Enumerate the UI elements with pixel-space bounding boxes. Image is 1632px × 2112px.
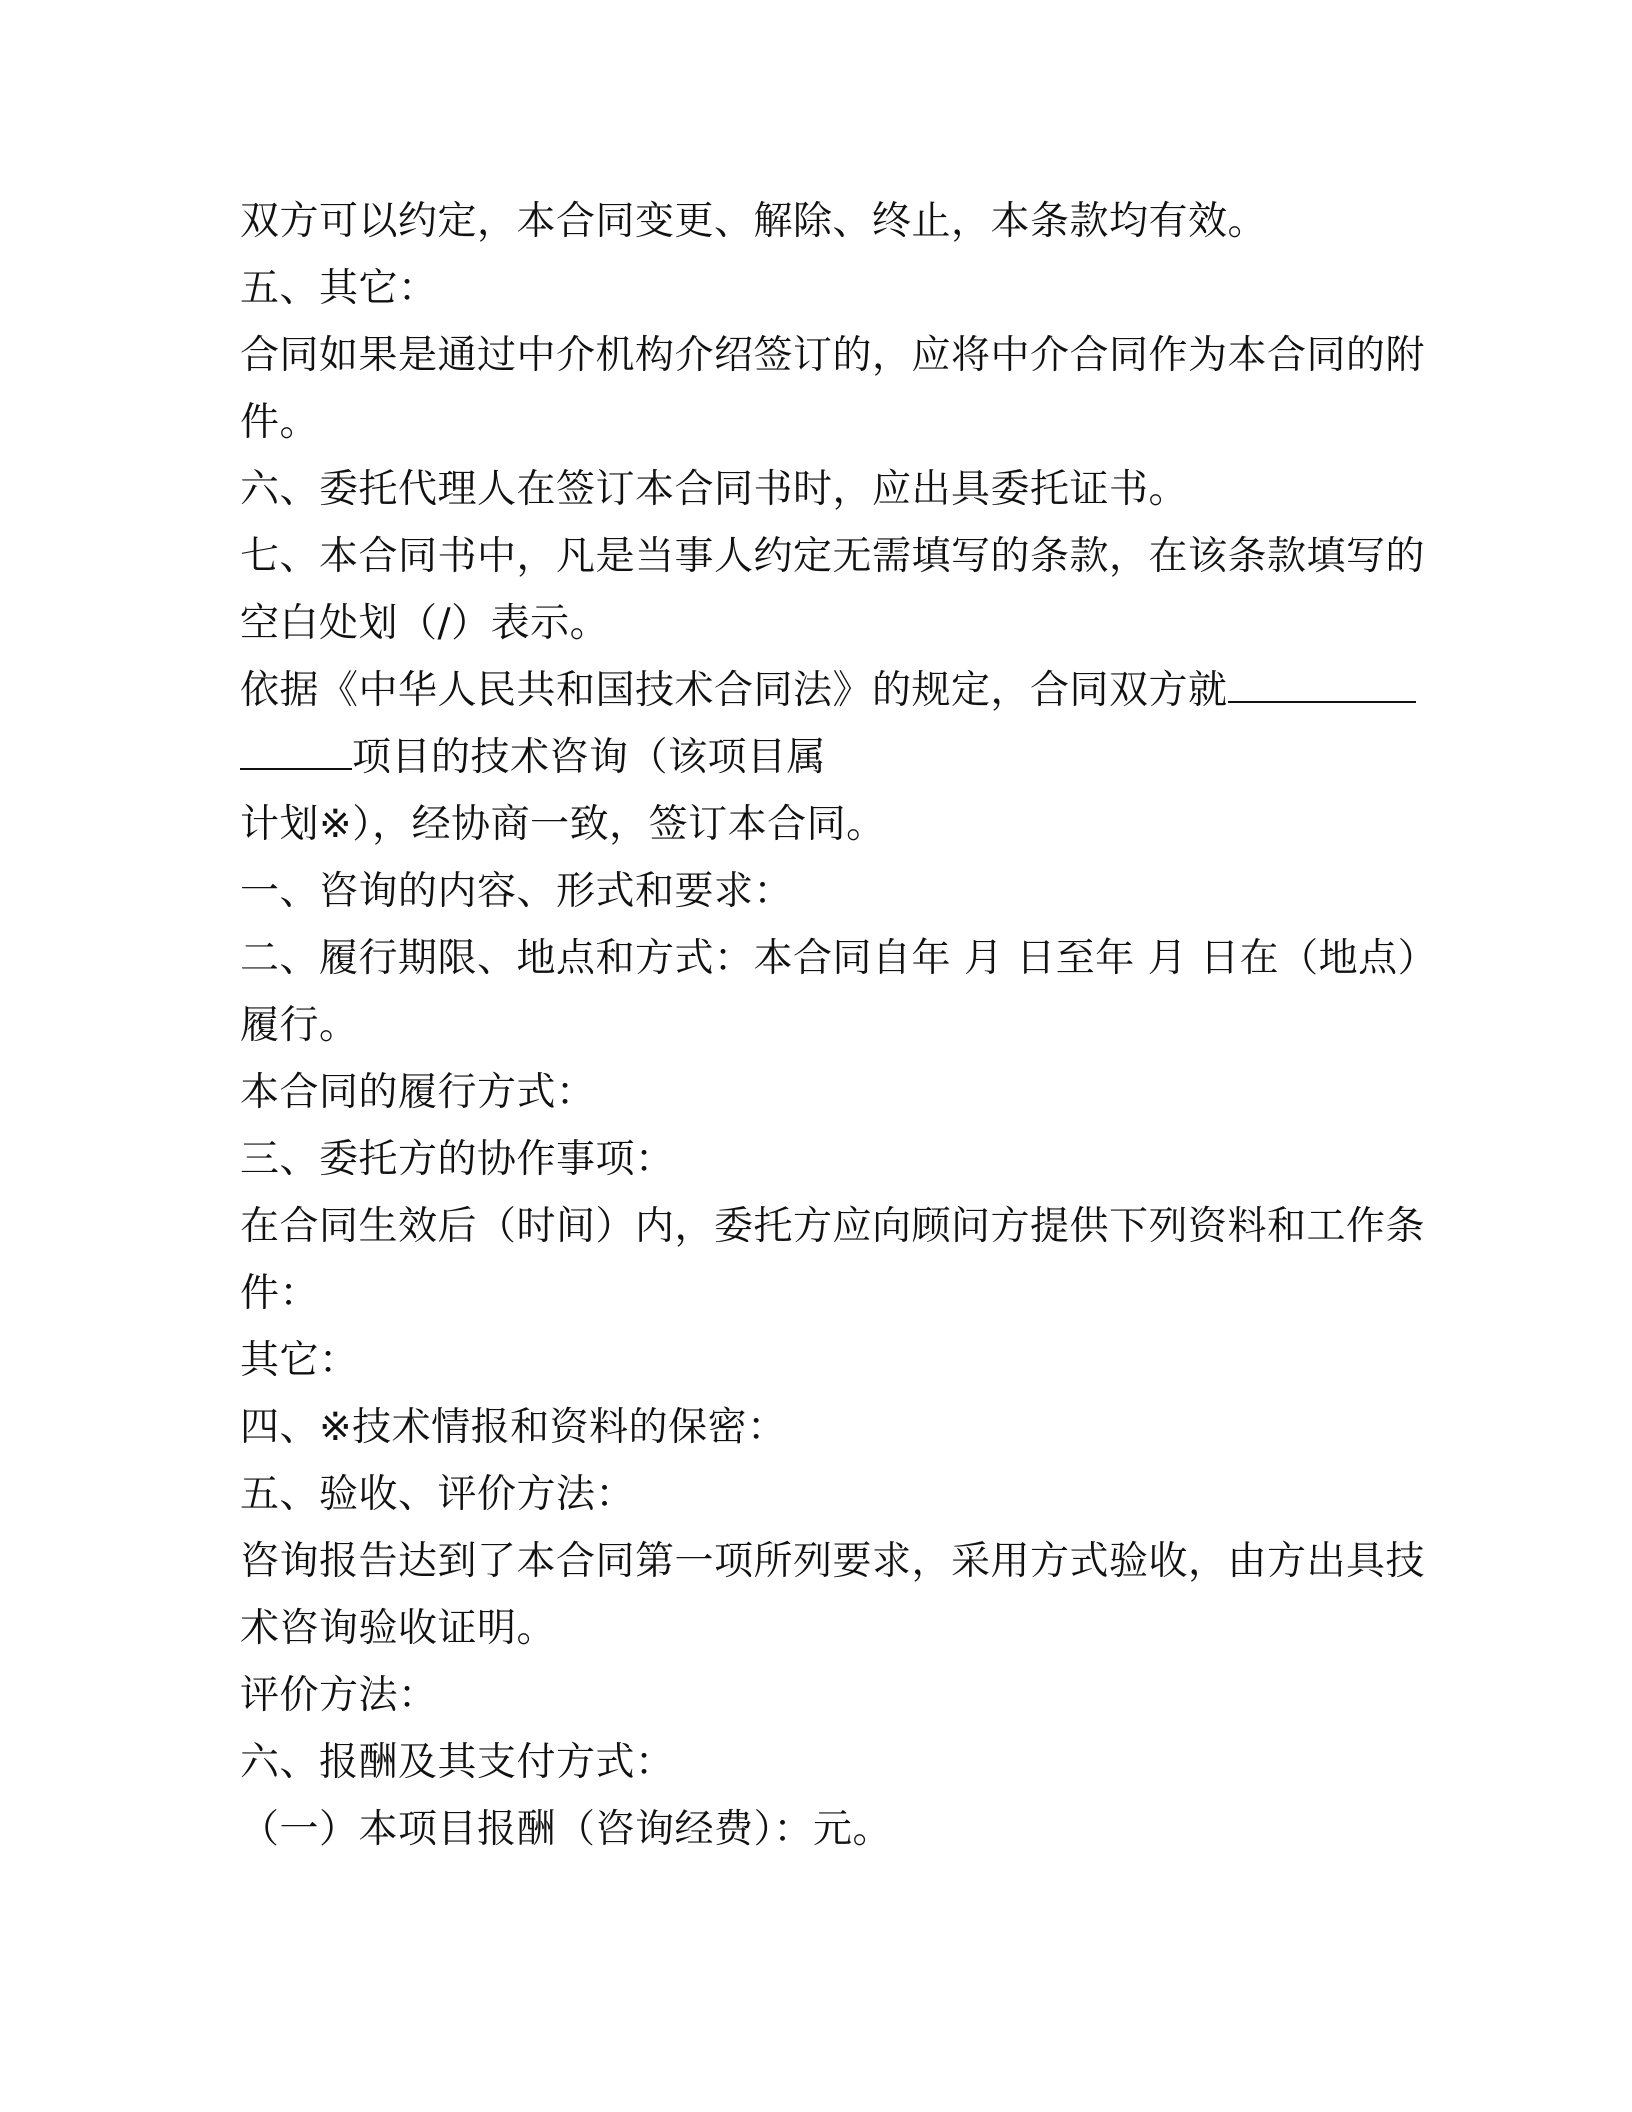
- text-line: 本合同的履行方式：: [240, 1070, 596, 1115]
- text-line: 咨询报告达到了本合同第一项所列要求，采用方式验收，由方出具技: [240, 1539, 1426, 1584]
- section-heading: 六、委托代理人在签订本合同书时，应出具委托证书。: [240, 467, 1189, 512]
- text-line: 计划※），经协商一致，签订本合同。: [240, 802, 886, 847]
- text-line: 评价方法：: [240, 1673, 438, 1718]
- section-heading: 五、验收、评价方法：: [240, 1472, 636, 1517]
- text-line: （一）本项目报酬（咨询经费）：元。: [240, 1807, 893, 1852]
- document-body: [240, 188, 1438, 1863]
- text-line: 其它：: [240, 1338, 359, 1383]
- section-heading: 三、委托方的协作事项：: [240, 1137, 675, 1182]
- text-line-with-blank: [240, 657, 1360, 724]
- text-line: 件。: [240, 400, 320, 445]
- section-heading: 四、※技术情报和资料的保密：: [240, 1405, 787, 1450]
- text-line-with-blank: [240, 724, 1360, 791]
- section-heading: 五、其它：: [240, 266, 438, 311]
- text-line: 双方可以约定，本合同变更、解除、终止，本条款均有效。: [240, 199, 1268, 244]
- text-fragment: 项目的技术咨询（该项目属: [352, 735, 827, 780]
- text-line: 在合同生效后（时间）内，委托方应向顾问方提供下列资料和工作条: [240, 1204, 1426, 1249]
- section-heading: 七、本合同书中，凡是当事人约定无需填写的条款，在该条款填写的: [240, 534, 1426, 579]
- section-heading: 一、咨询的内容、形式和要求：: [240, 869, 794, 914]
- text-line: 履行。: [240, 1003, 359, 1048]
- fill-in-blank: [240, 724, 352, 770]
- text-line: 空白处划（/）表示。: [240, 601, 610, 646]
- text-line: 件：: [240, 1271, 320, 1316]
- section-heading: 六、报酬及其支付方式：: [240, 1740, 675, 1785]
- fill-in-blank: [1228, 657, 1416, 703]
- text-line: 术咨询验收证明。: [240, 1606, 557, 1651]
- text-line: 合同如果是通过中介机构介绍签订的，应将中介合同作为本合同的附: [240, 333, 1426, 378]
- text-fragment: 依据《中华人民共和国技术合同法》的规定，合同双方就: [240, 668, 1228, 713]
- section-heading: 二、履行期限、地点和方式：本合同自年 月 日至年 月 日在（地点）: [240, 936, 1438, 981]
